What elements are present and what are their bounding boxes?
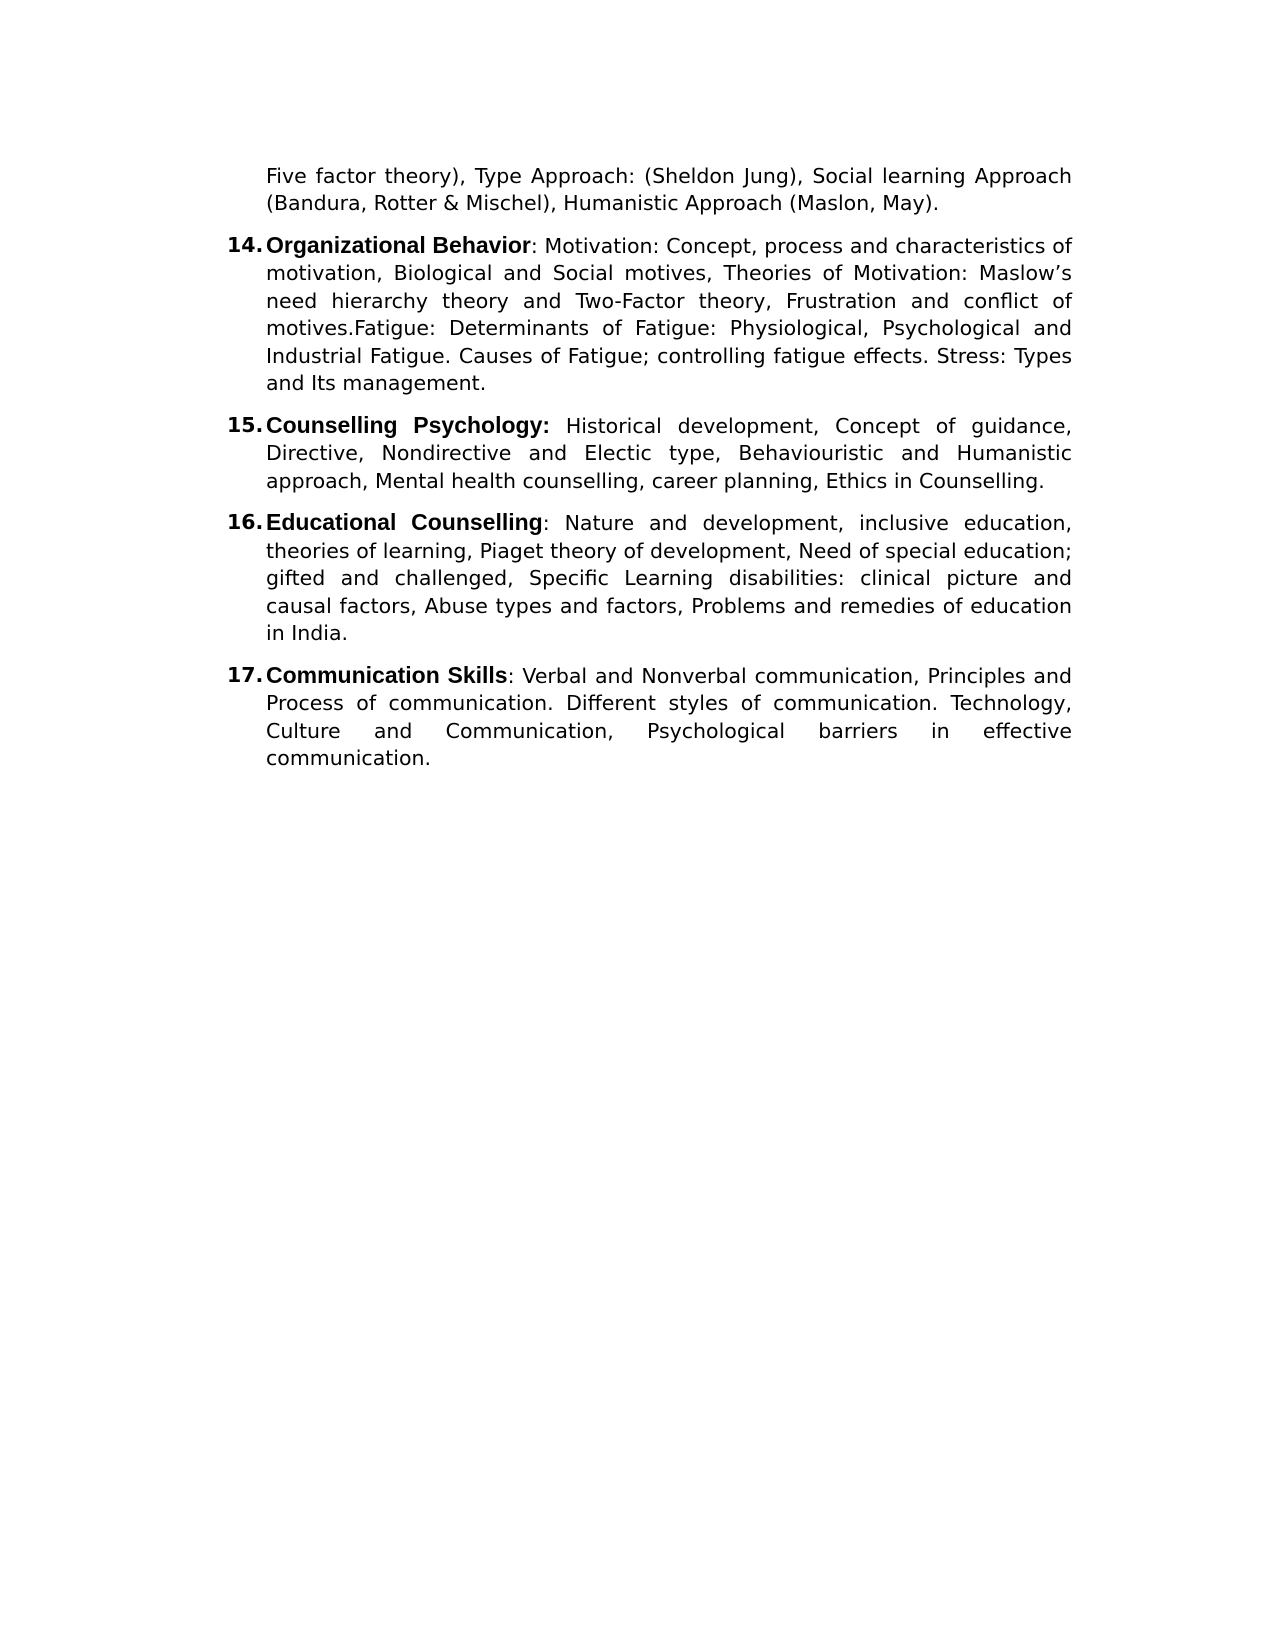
- heading-separator: :: [530, 233, 538, 258]
- section-number: 15.: [227, 412, 264, 437]
- heading-separator: :: [507, 663, 515, 688]
- section-body: [266, 662, 1072, 773]
- section-text: Verbal and Nonverbal communication, Principles and Process of communication. Different styles of communication. Technology, Culture and Communication, Psychological barriers in effective communication.: [266, 663, 1072, 770]
- section-17: [227, 662, 1072, 773]
- section-body: [266, 509, 1072, 648]
- section-16: [227, 509, 1072, 648]
- section-text: Motivation: Concept, process and characteristics of motivation, Biological and Social motives, Theories of Motivation: Maslow’s need hierarchy theory and Two-Factor theory, Frustration and conflict of motives.Fatigue: Determinants of Fatigue: Physiological, Psychological and Industrial Fatigue. Causes of Fatigue; controlling fatigue effects. Stress: Types and Its management.: [266, 233, 1072, 395]
- section-number: 16.: [227, 510, 264, 534]
- document-page: [227, 142, 1072, 787]
- section-number: 17.: [227, 662, 264, 687]
- section-text: Historical development, Concept of guidance, Directive, Nondirective and Electic type, Behaviouristic and Humanistic approach, Mental health counselling, career planning, Ethics in Counselling.: [266, 413, 1072, 493]
- section-heading: Communication Skills: [266, 661, 508, 688]
- section-number: 14.: [227, 232, 264, 257]
- section-heading: Counselling Psychology:: [266, 411, 551, 438]
- section-heading: Organizational Behavior: [266, 231, 531, 258]
- section-heading: Educational Counselling: [266, 509, 543, 535]
- section-body: [266, 232, 1072, 398]
- section-body: [266, 412, 1072, 496]
- section-text: Nature and development, inclusive education, theories of learning, Piaget theory of development, Need of special education; gifted and challenged, Specific Learning disabilities: clinical picture and causal factors, Abuse types and factors, Problems and remedies of education in India.: [266, 511, 1073, 645]
- section-15: [227, 412, 1072, 496]
- continuation-paragraph: Five factor theory), Type Approach: (Sheldon Jung), Social learning Approach (Bandura, Rotter & Mischel), Humanistic Approach (Maslon, May).: [266, 163, 1072, 215]
- section-14: [227, 232, 1072, 398]
- heading-separator: :: [542, 511, 550, 535]
